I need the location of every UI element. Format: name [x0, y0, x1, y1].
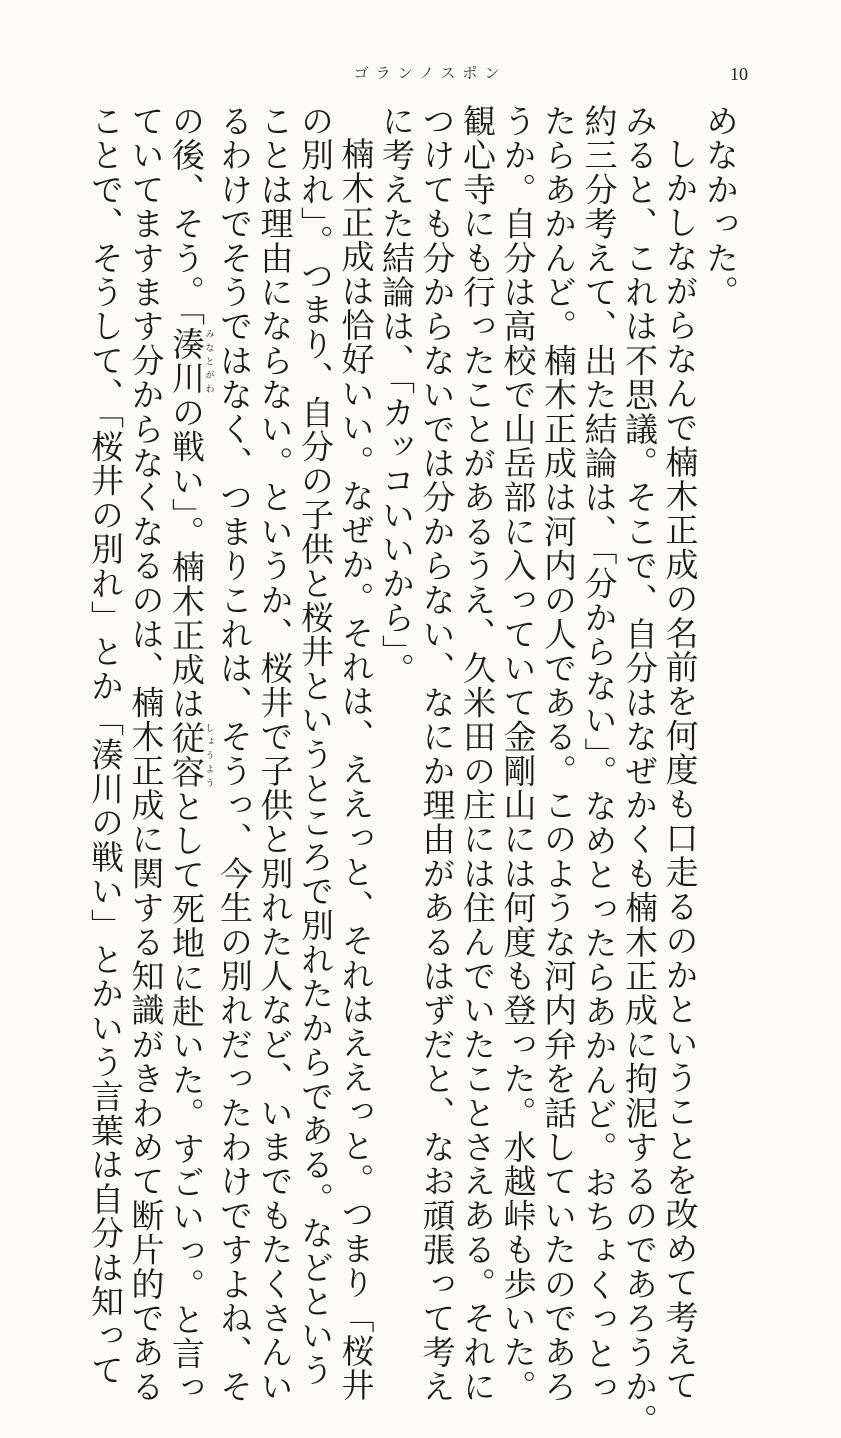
- text-line-12: ことは理由にならない。というか、桜井で子供と別れた人など、いまでもたくさんい: [255, 104, 295, 1404]
- running-head-title: ゴランノスポン: [353, 64, 507, 82]
- text-line-9: に考えた結論は、「カッコいいから」。: [377, 104, 416, 687]
- text-line-3: みると、これは不思議。そこで、自分はなぜかくも楠木正成に拘泥するのであろうか。: [620, 104, 659, 1438]
- line-14-part-1: の後、そう。「: [167, 104, 206, 327]
- text-line-8: つけても分からないでは分からない、なにか理由があるはずだと、なお頑張って考え: [417, 104, 457, 1404]
- text-line-7: 観心寺にも行ったことがあるうえ、久米田の庄には住んでいたことさえある。それに: [458, 104, 497, 1404]
- vertical-body-text: [85, 104, 741, 1438]
- text-line-11: の別れ」。つまり、自分の子供と桜井というところで別れたからである。などという: [296, 104, 335, 1388]
- ruby-minatogawa: [167, 326, 214, 396]
- text-line-2: しかしながらなんで楠木正成の名前を何度も口走るのかということを改めて考えて: [660, 137, 700, 1403]
- ruby-reading-shouyou: しょうよう: [203, 720, 214, 790]
- text-line-4: 約三分考えて、出た結論は、「分からない」。なめとったらあかんど。おちょくっとっ: [579, 104, 619, 1405]
- text-line-14: [166, 104, 214, 1405]
- ruby-base-shouyou: 従容: [167, 720, 206, 790]
- text-line-15: ていてますます分からなくなるのは、楠木正成に関する知識がきわめて断片的である: [126, 104, 166, 1404]
- text-line-1: めなかった。: [701, 104, 740, 310]
- ruby-base-minatogawa: 湊川: [167, 326, 206, 396]
- text-line-10: 楠木正成は恰好いい。なぜか。それは、ええっと、それはええっと。つまり「桜井: [336, 137, 376, 1403]
- page-number: 10: [730, 64, 748, 84]
- text-line-13: るわけでそうではなく、つまりこれは、そうっ、今生の別れだったわけですよね、そ: [215, 104, 254, 1404]
- line-14-part-3: として死地に赴いた。すごいっ。と言っ: [167, 789, 206, 1405]
- text-line-16: ことで、そうして、「桜井の別れ」とか「湊川の戦い」とかいう言葉は自分は知って: [86, 104, 125, 1388]
- text-line-6: うか。自分は高校で山岳部に入っていて金剛山には何度も登った。水越峠も歩いた。: [498, 104, 538, 1404]
- ruby-shouyou: [167, 720, 214, 790]
- text-line-5: たらあかんど。楠木正成は河内の人である。このような河内弁を話していたのであろ: [539, 104, 578, 1404]
- line-14-part-2: の戦い」。楠木正成は: [167, 395, 206, 721]
- ruby-reading-minatogawa: みなとがわ: [203, 326, 214, 396]
